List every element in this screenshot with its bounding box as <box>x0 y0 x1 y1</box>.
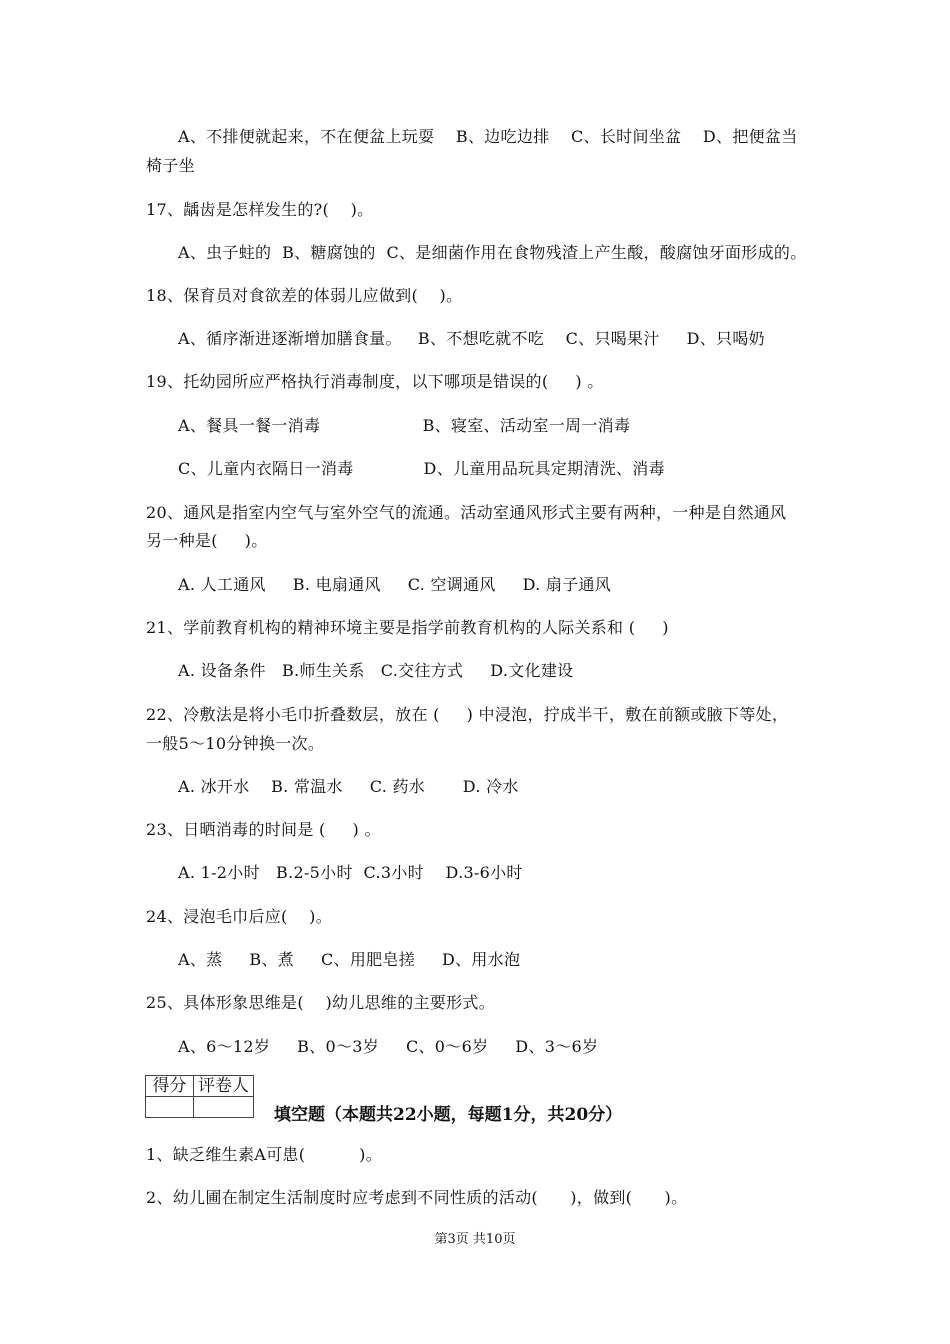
question-25: 25、具体形象思维是( )幼儿思维的主要形式。 <box>146 993 495 1012</box>
score-table-header-row <box>146 1076 254 1097</box>
text-line: 一般5～10分钟换一次。 <box>146 734 325 753</box>
option-line: C、儿童内衣隔日一消毒 D、儿童用品玩具定期清洗、消毒 <box>178 459 665 478</box>
score-blank-cell <box>146 1097 194 1118</box>
option-line: A、6～12岁 B、0～3岁 C、0～6岁 D、3～6岁 <box>178 1037 599 1056</box>
score-table-blank-row <box>146 1097 254 1118</box>
option-line: A、虫子蛀的 B、糖腐蚀的 C、是细菌作用在食物残渣上产生酸，酸腐蚀牙面形成的。 <box>178 243 807 262</box>
text-line: 另一种是( )。 <box>146 531 268 550</box>
option-line: A. 1-2小时 B.2-5小时 C.3小时 D.3-6小时 <box>178 863 523 882</box>
question-24: 24、浸泡毛巾后应( )。 <box>146 907 332 926</box>
score-header-cell: 得分 <box>146 1076 194 1097</box>
score-table <box>145 1075 254 1118</box>
grader-blank-cell <box>194 1097 254 1118</box>
question-21: 21、学前教育机构的精神环境主要是指学前教育机构的人际关系和 ( ) <box>146 618 669 637</box>
question-19: 19、托幼园所应严格执行消毒制度，以下哪项是错误的( ) 。 <box>146 372 604 391</box>
text-line: 椅子坐 <box>146 156 195 175</box>
question-20: 20、通风是指室内空气与室外空气的流通。活动室通风形式主要有两种，一种是自然通风 <box>146 503 787 522</box>
option-line: A、蒸 B、煮 C、用肥皂搓 D、用水泡 <box>178 950 521 969</box>
question-22: 22、冷敷法是将小毛巾折叠数层，放在 ( ) 中浸泡，拧成半干，敷在前额或腋下等处， <box>146 705 789 724</box>
option-line: A、餐具一餐一消毒 B、寝室、活动室一周一消毒 <box>178 416 631 435</box>
option-line: A. 人工通风 B. 电扇通风 C. 空调通风 D. 扇子通风 <box>178 575 612 594</box>
grader-header-cell: 评卷人 <box>194 1076 254 1097</box>
option-line: A. 设备条件 B.师生关系 C.交往方式 D.文化建设 <box>178 661 574 680</box>
question-17: 17、龋齿是怎样发生的?( )。 <box>146 200 374 219</box>
fill-question-1: 1、缺乏维生素A可患( )。 <box>146 1145 382 1164</box>
option-line: A、循序渐进逐渐增加膳食量。 B、不想吃就不吃 C、只喝果汁 D、只喝奶 <box>178 329 765 348</box>
option-line: A. 冰开水 B. 常温水 C. 药水 D. 冷水 <box>178 777 519 796</box>
fill-question-2: 2、幼儿圃在制定生活制度时应考虑到不同性质的活动( )，做到( )。 <box>146 1188 688 1207</box>
page-footer: 第3页 共10页 <box>434 1232 516 1247</box>
section-title: 填空题（本题共22小题，每题1分，共20分） <box>274 1105 623 1125</box>
question-18: 18、保育员对食欲差的体弱儿应做到( )。 <box>146 286 463 305</box>
question-23: 23、日晒消毒的时间是 ( ) 。 <box>146 820 381 839</box>
option-line: A、不排便就起来，不在便盆上玩耍 B、边吃边排 C、长时间坐盆 D、把便盆当 <box>178 127 798 146</box>
